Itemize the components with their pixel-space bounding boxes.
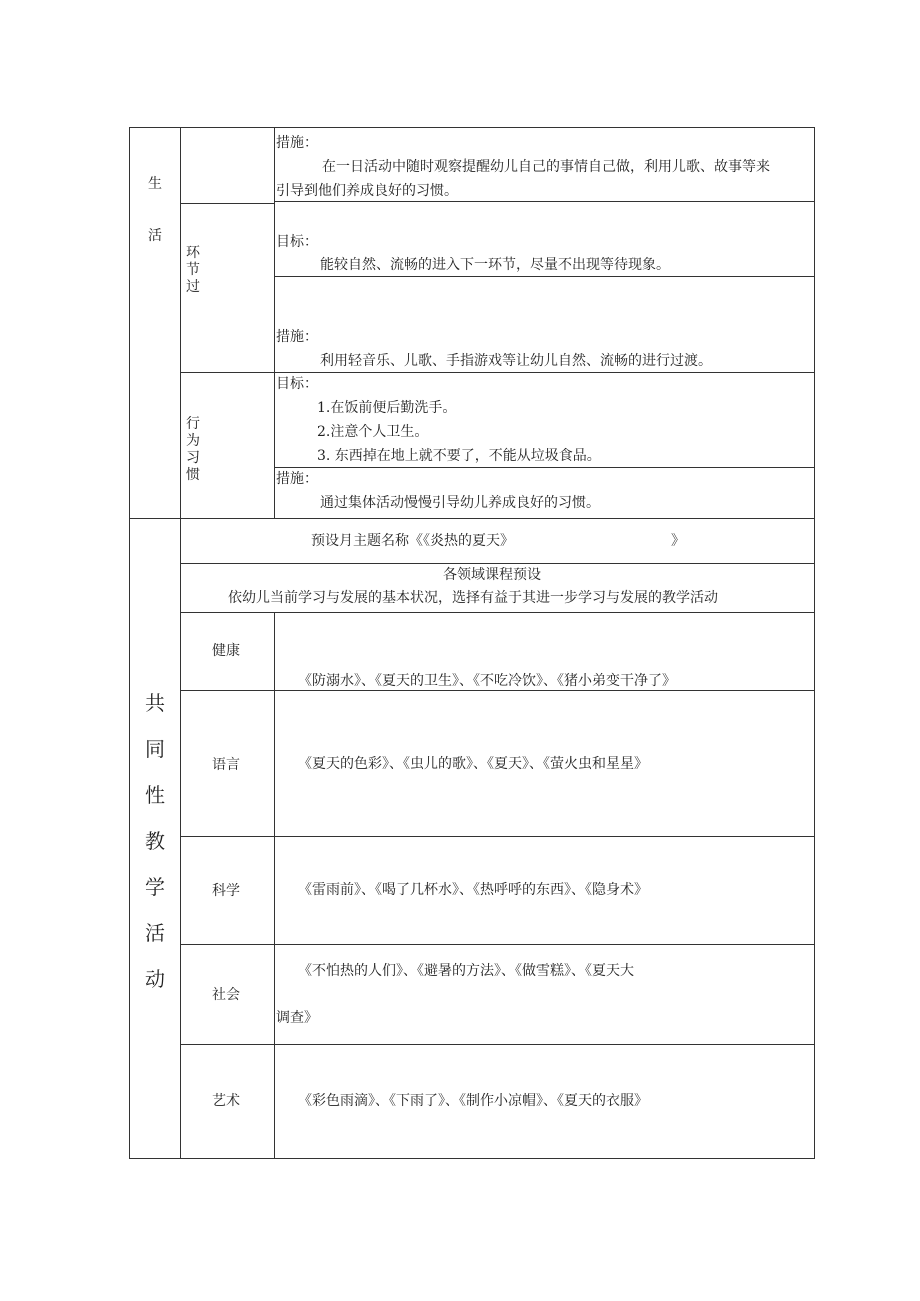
art-activities: 《彩色雨滴》、《下雨了》、《制作小凉帽》、《夏天的衣服》 bbox=[298, 1093, 648, 1109]
measure-text: 在一日活动中随时观察提醒幼儿自己的事情自己做，利用儿歌、故事等来 bbox=[322, 159, 770, 175]
preset-description: 依幼儿当前学习与发展的基本状况，选择有益于其进一步学习与发展的教学活动 bbox=[228, 590, 718, 606]
transition-goal-label: 目标： bbox=[276, 234, 318, 250]
domain-art: 艺术 bbox=[212, 1093, 240, 1109]
habits-label: 行为习惯 bbox=[186, 416, 200, 483]
domain-health: 健康 bbox=[212, 643, 240, 659]
transition-measure-text: 利用轻音乐、儿歌、手指游戏等让幼儿自然、流畅的进行过渡。 bbox=[320, 353, 712, 369]
habits-goal-item: 2.注意个人卫生。 bbox=[317, 424, 429, 440]
theme-name-close: 》 bbox=[671, 533, 685, 549]
domain-language: 语言 bbox=[212, 757, 240, 773]
science-activities: 《雷雨前》、《喝了几杯水》、《热呼呼的东西》、《隐身术》 bbox=[298, 882, 648, 898]
habits-goal-label: 目标： bbox=[276, 376, 318, 392]
health-activities: 《防溺水》、《夏天的卫生》、《不吃冷饮》、《猪小弟变干净了》 bbox=[298, 673, 676, 689]
measure-label: 措施： bbox=[276, 135, 318, 151]
domain-science: 科学 bbox=[212, 883, 240, 899]
habits-goal-item: 3. 东西掉在地上就不要了，不能从垃圾食品。 bbox=[317, 448, 601, 464]
social-activities-continued: 调查》 bbox=[276, 1010, 318, 1026]
habits-measure-label: 措施： bbox=[276, 471, 318, 487]
domain-social: 社会 bbox=[212, 987, 240, 1003]
theme-name: 预设月主题名称《《炎热的夏天》 bbox=[311, 533, 514, 549]
teaching-section-label: 共同性教学活动 bbox=[145, 691, 165, 991]
transition-measure-label: 措施： bbox=[276, 329, 318, 345]
transition-goal-text: 能较自然、流畅的进入下一环节，尽量不出现等待现象。 bbox=[320, 257, 670, 273]
preset-title: 各领域课程预设 bbox=[443, 567, 541, 583]
life-section-label: 生活 bbox=[148, 176, 162, 244]
social-activities: 《不怕热的人们》、《避暑的方法》、《做雪糕》、《夏天大 bbox=[298, 963, 634, 979]
habits-measure-text: 通过集体活动慢慢引导幼儿养成良好的习惯。 bbox=[320, 495, 600, 511]
language-activities: 《夏天的色彩》、《虫儿的歌》、《夏天》、《萤火虫和星星》 bbox=[298, 756, 648, 772]
measure-text-continued: 引导到他们养成良好的习惯。 bbox=[276, 183, 458, 199]
habits-goal-item: 1.在饭前便后勤洗手。 bbox=[317, 400, 457, 416]
transition-label: 环节过 bbox=[186, 245, 200, 295]
